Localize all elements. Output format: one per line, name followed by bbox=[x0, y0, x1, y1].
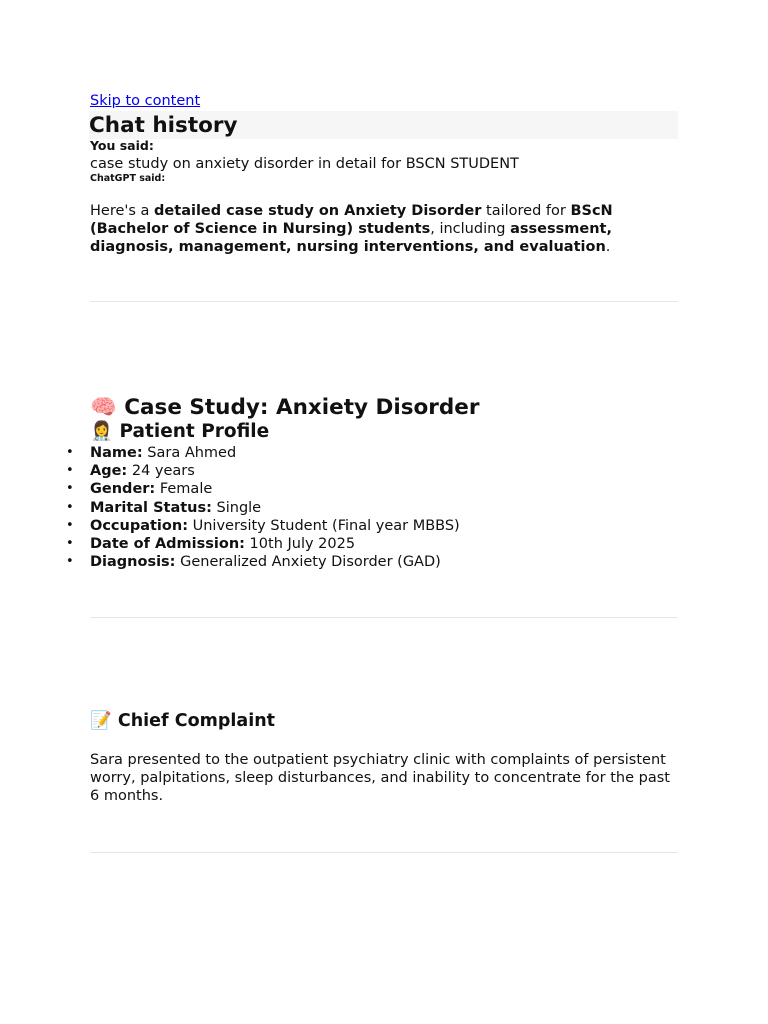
profile-label: Diagnosis: bbox=[90, 554, 176, 571]
profile-label: Date of Admission: bbox=[90, 536, 245, 553]
list-item bbox=[90, 444, 678, 462]
intro-paragraph bbox=[90, 202, 678, 256]
patient-profile-list bbox=[90, 444, 678, 571]
profile-label: Name: bbox=[90, 445, 143, 461]
case-study-title: 🧠 Case Study: Anxiety Disorder bbox=[90, 395, 480, 420]
profile-label: Gender: bbox=[90, 481, 156, 498]
list-item bbox=[90, 462, 678, 480]
intro-bold-2: BScN (Bachelor of Science in Nursing) students bbox=[90, 203, 613, 237]
you-said-label: You said: bbox=[90, 138, 154, 153]
intro-bold-1: detailed case study on Anxiety Disorder bbox=[154, 203, 482, 219]
chat-history-heading: Chat history bbox=[89, 111, 678, 139]
user-message: case study on anxiety disorder in detail for BSCN STUDENT bbox=[90, 156, 519, 172]
list-item bbox=[90, 499, 678, 517]
intro-text-3: , including bbox=[430, 221, 511, 237]
list-item bbox=[90, 517, 678, 535]
intro-text-1: Here's a bbox=[90, 203, 155, 219]
profile-label: Marital Status: bbox=[90, 499, 212, 516]
profile-label: Occupation: bbox=[90, 517, 188, 534]
conversation bbox=[90, 92, 678, 256]
intro-text-2: tailored for bbox=[481, 203, 571, 219]
list-item bbox=[90, 480, 678, 498]
intro-bold-3: assessment, diagnosis, management, nursing interventions, and evaluation bbox=[90, 221, 612, 255]
assistant-label: ChatGPT said: bbox=[90, 173, 166, 184]
list-item bbox=[90, 553, 678, 571]
profile-label: Age: bbox=[90, 463, 128, 480]
profile-value: Single bbox=[211, 499, 262, 516]
profile-value: University Student (Final year MBBS) bbox=[188, 517, 460, 534]
patient-profile-heading: 👩‍⚕️ Patient Profile bbox=[90, 421, 270, 442]
section-divider bbox=[90, 617, 678, 618]
skip-to-content-link[interactable]: Skip to content bbox=[90, 93, 201, 109]
intro-text-4: . bbox=[605, 239, 611, 255]
profile-value: 24 years bbox=[127, 463, 195, 480]
chief-complaint-heading: 📝 Chief Complaint bbox=[90, 711, 276, 731]
chief-complaint-text: Sara presented to the outpatient psychiatry clinic with complaints of persistent worry, palpitations, sleep disturbances, and inability to concentrate for the past 6 months. bbox=[90, 752, 670, 805]
section-divider bbox=[90, 301, 678, 302]
profile-value: 10th July 2025 bbox=[244, 536, 356, 553]
profile-value: Female bbox=[155, 481, 213, 498]
list-item bbox=[90, 535, 678, 553]
section-divider bbox=[90, 852, 678, 853]
profile-value: Generalized Anxiety Disorder (GAD) bbox=[175, 554, 441, 571]
profile-value: Sara Ahmed bbox=[142, 445, 237, 461]
